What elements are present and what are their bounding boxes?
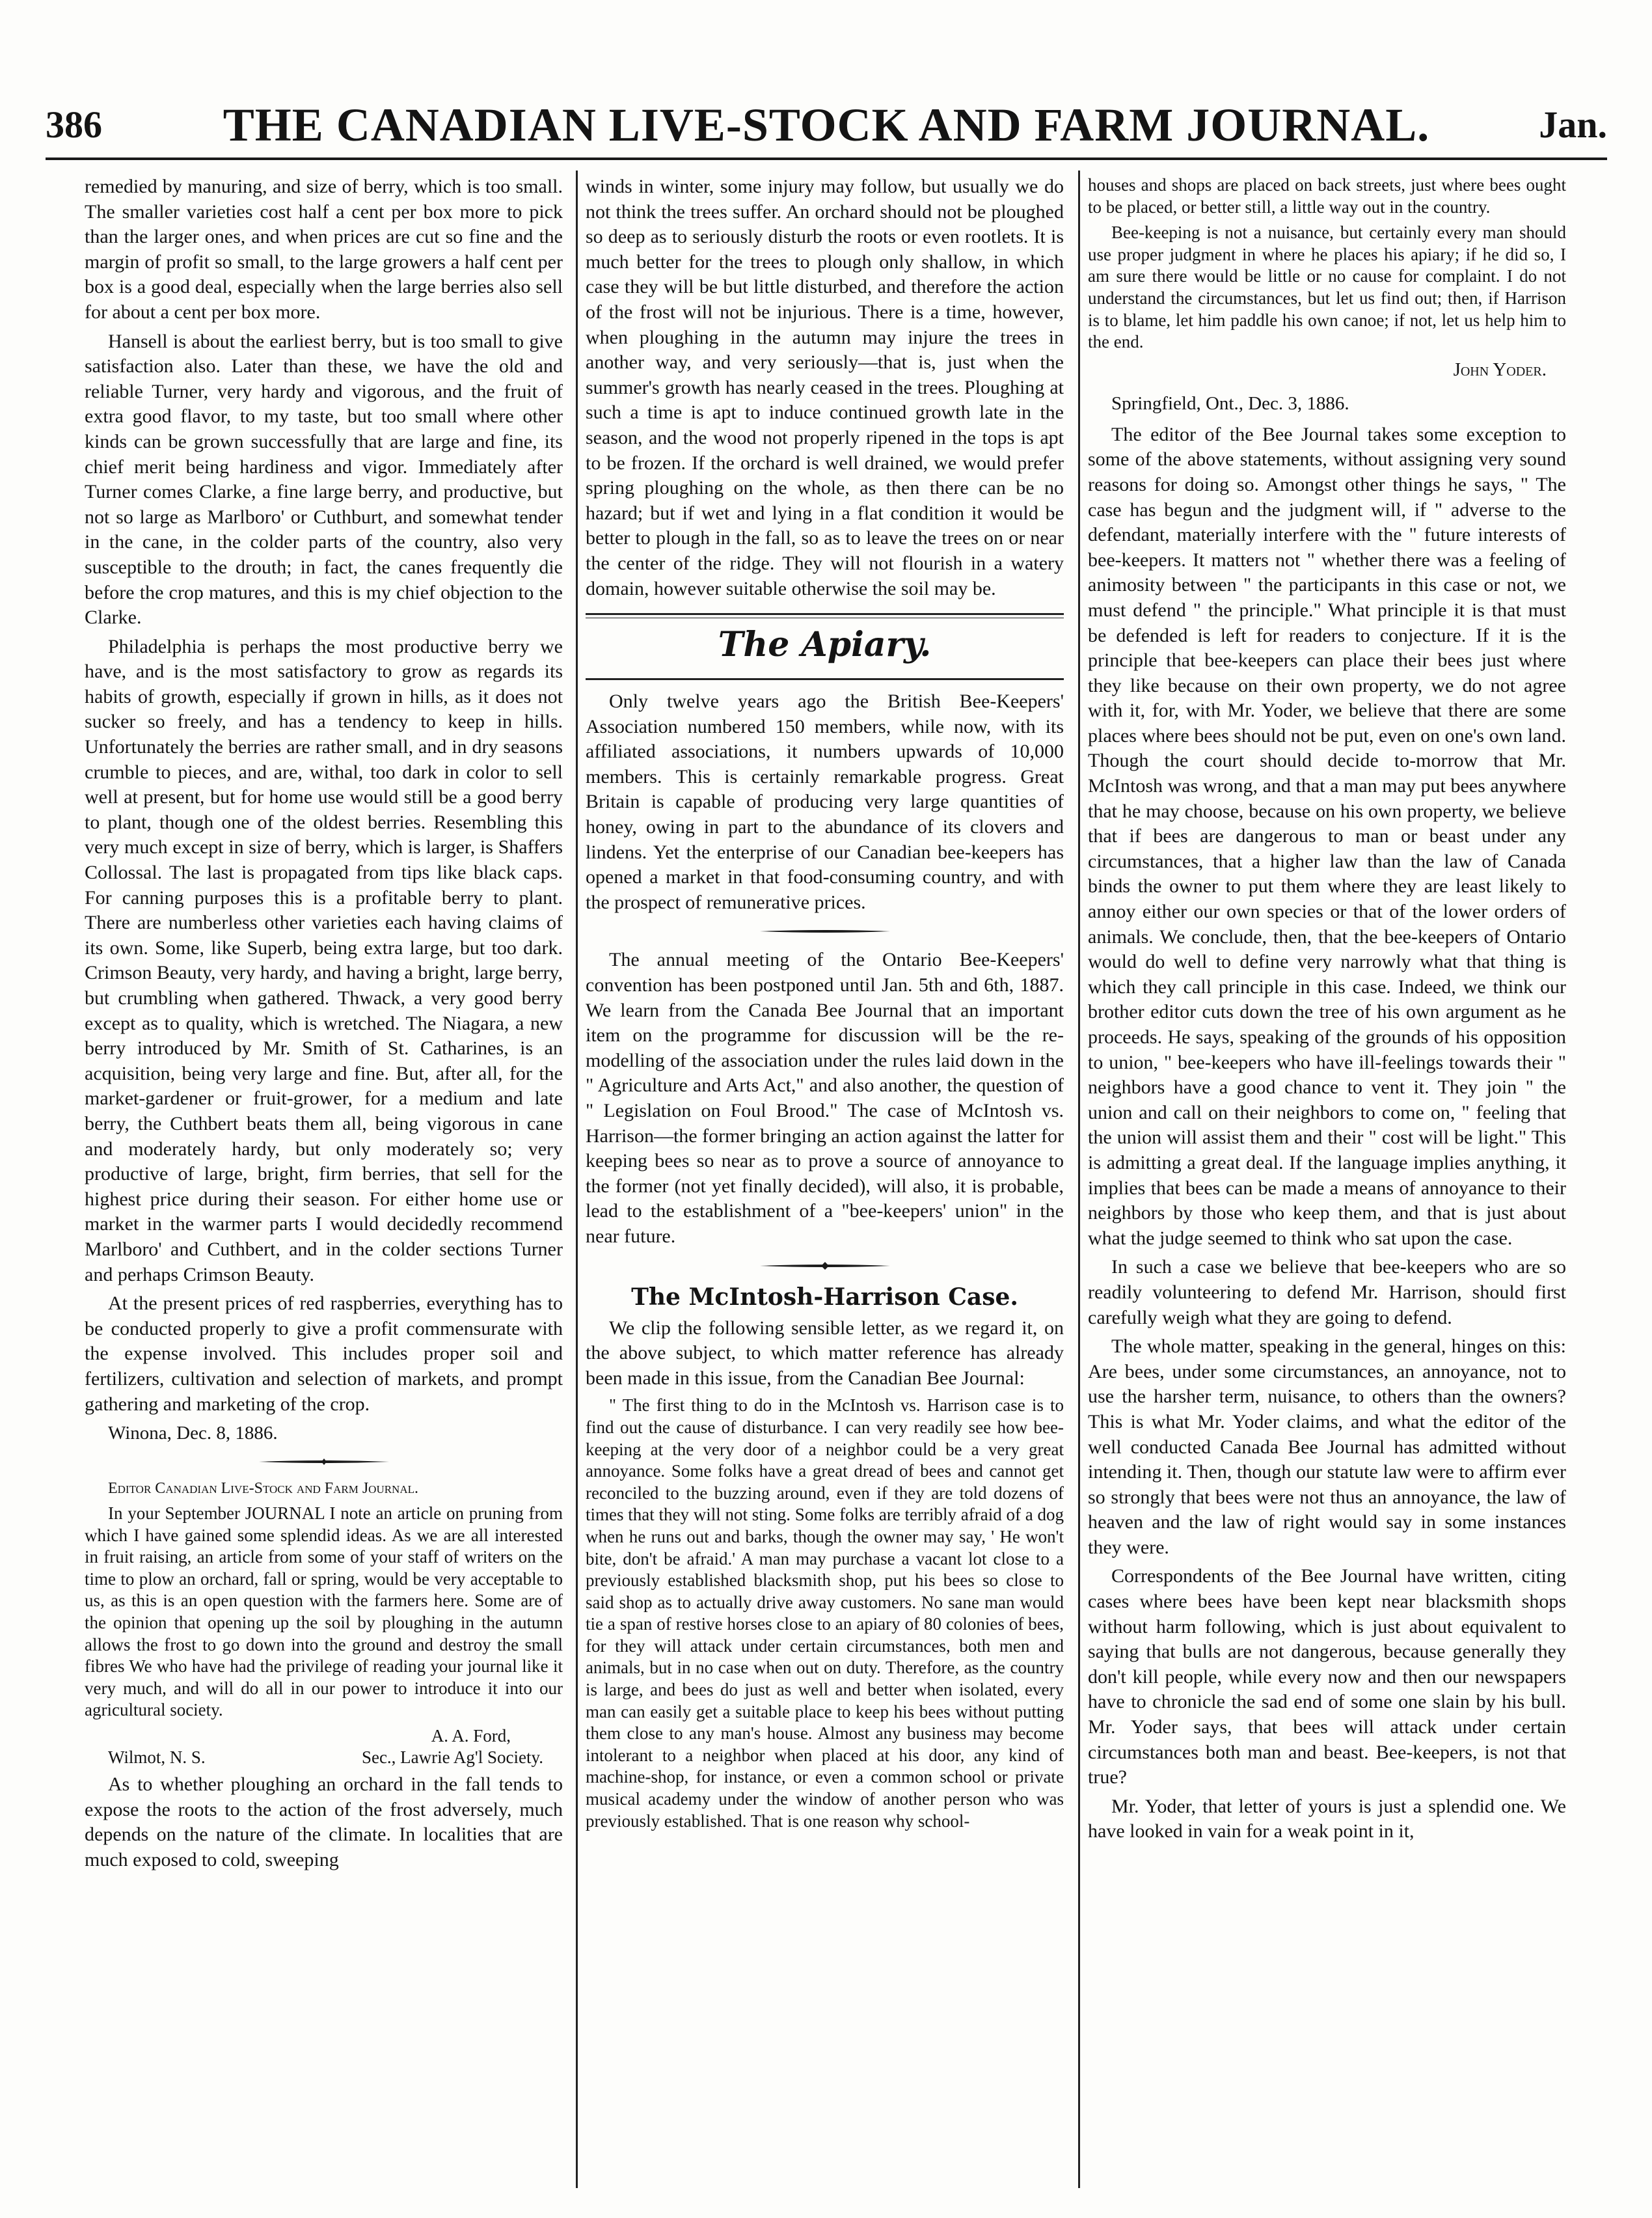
paragraph: We clip the following sensible letter, as we regard it, on the above subject, to which matter reference has already been made in this issue, from the Canadian Bee Journal: (586, 1317, 1064, 1389)
author-title: Sec., Lawrie Ag'l Society. (361, 1747, 543, 1768)
letter-author: A. A. Ford, (431, 1726, 511, 1746)
quoted-letter: " The first thing to do in the McIntosh vs. Harrison case is to find out the cause of disturbance. I can very readily see how bee-keeping at the very door of a neighbor could be a very great annoyance. Some folks have a great dread of bees and cannot get reconciled to the buzzing around, even if they are told dozens of times that they will not sting. Some folks are terribly afraid of a dog when he runs out and barks, though the owner may say, ' He won't bite, don't be afraid.' A man may purchase a vacant lot close to a previously established blacksmith shop, put his bees so close to said shop as to actually drive away customers. No sane man would tie a span of restive horses close to an apiary of 80 colonies of bees, for they will attack under certain circumstances, both men and animals, but in no case when out on duty. Therefore, as the country is large, and bees do just as well and better when isolated, every man can easily get a suitable place to keep his bees without putting them close to any man's house. Almost any business may become intolerant to a neighbor when placed at his door, any kind of machine-shop, for instance, or even a common school or private musical academy under the window of another person who was previously established. That is one reason why school- (586, 1395, 1064, 1831)
paragraph: The editor of the Bee Journal takes some exception to some of the above statements, without assigning very sound reasons for doing so. Amongst other things he says, " The case has begun and the judgment will, if " adverse to the defendant, materially interfere with the " future interests of bee-keepers. It matters not " whether there was a feeling of animosity between " the participants in this case or not, we must defend " the principle." What principle it is that must be defended is left for readers to conjecture. If it is the principle that bee-keepers can place their bees just where they like because on their own property, we do not agree with it, for, with Mr. Yoder, we believe that there are some places where bees should not be put, even on one's own land. Though the court should decide to-morrow that Mr. McIntosh was wrong, and that a man may put bees anywhere that he may choose, because on his own property, we believe that if bees are dangerous to man or beast under any circumstances, that a higher law than the law of Canada binds the owner to put them where they are least likely to annoy either our own species or that of the lower orders of animals. We conclude, then, that the bee-keepers of Ontario would do well to define very narrowly what that thing is which they call principle in this case. Indeed, we think our brother editor cuts down the tree of his own argument as he proceeds. He says, speaking of the grounds of his opposition to union, " bee-keepers who have ill-feelings towards their " neighbors have a good chance to vent it. They join " the union and call on their neighbors to come on, " feeling that the union will assist them and their " cost will be light." This is admitting a great deal. If the language implies anything, it implies that bees can be made a means of annoyance to their neighbors by those who keep them, and that is just about what the judge seemed to think who sat upon the case. (1088, 423, 1566, 1249)
letter-author-details (85, 1747, 563, 1768)
paragraph: As to whether ploughing an orchard in the fall tends to expose the roots to the action of the frost adversely, much depends on the nature of the climate. In localities that are much exposed to cold, sweeping (85, 1773, 563, 1870)
column-divider (1078, 171, 1080, 2188)
section-title: The Apiary. (718, 625, 932, 665)
section-rule (586, 613, 1064, 615)
section-rule (586, 678, 1064, 680)
journal-title: THE CANADIAN LIVE-STOCK AND FARM JOURNAL. (223, 99, 1430, 151)
paragraph: Philadelphia is perhaps the most productive berry we have, and is the most satisfactory to grow as regards its habits of growth, especially if grown in hills, as it does not sucker so freely, and has a tendency to keep in hills. Unfortunately the berries are rather small, and in dry seasons crumble to pieces, and are, withal, too dark in color to sell well at present, but for home use would still be a good berry to plant, though one of the oldest berries. Resembling this very much except in size of berry, which is larger, is Shaffers Collossal. The last is propagated from tips like black caps. For canning purposes this is a profitable berry to plant. There are numberless other varieties each having claims of its own. Some, like Superb, being extra large, but too dark. Crimson Beauty, very hardy, and having a bright, large berry, but crumbling when gathered. Thwack, a very good berry except as to quality, which is wretched. The Niagara, a new berry introduced by Mr. Smith of St. Catharines, is an acquisition, being very large and fine. But, after all, for the market-gardener or fruit-grower, for a medium and late berry, the Cuthbert beats them all, being vigorous in cane and moderately hardy, but only moderately so; very productive of large, bright, firm berries, that sell for the highest price during their season. For either home use or market in the warmer parts I would decidedly recommend Marlboro' and Cuthbert, and in the colder sections Turner and perhaps Crimson Beauty. (85, 635, 563, 1285)
column-divider (576, 171, 578, 2188)
paragraph: The annual meeting of the Ontario Bee-Keepers' convention has been postponed until Jan. 5th and 6th, 1887. We learn from the Canada Bee Journal that an important item on the programme for discussion will be the re-modelling of the association under the rules laid down in the " Agriculture and Arts Act," and also another, the question of " Legislation on Foul Brood." The case of McIntosh vs. Harrison—the former bringing an action against the latter for keeping bees so near as to prove a source of annoyance to the former (not yet finally decided), will also, it is probable, lead to the establishment of a "bee-keepers' union" in the near future. (586, 949, 1064, 1247)
column-2 (586, 174, 1064, 2192)
article-title: The McIntosh-Harrison Case. (631, 1283, 1018, 1311)
dateline: Winona, Dec. 8, 1886. (108, 1423, 278, 1444)
issue-month: Jan. (1539, 103, 1607, 146)
letter-salutation: Editor Canadian Live-Stock and Farm Journal. (108, 1480, 418, 1498)
page-header (46, 99, 1607, 151)
dateline: Springfield, Ont., Dec. 3, 1886. (1111, 392, 1349, 414)
page-number: 386 (46, 103, 102, 146)
paragraph: winds in winter, some injury may follow, but usually we do not think the trees suffer. An orchard should not be ploughed so deep as to seriously disturb the roots or even rootlets. It is much better for the trees to plough only shallow, in which case they will be but little disturbed, and therefore the action of the frost will not be injurious. There is a time, however, when ploughing in the autumn may injure the trees in another way, and very seriously—that is, just when the summer's growth has nearly ceased in the trees. Ploughing at such a time is apt to induce continued growth late in the season, and the wood not properly ripened in the tops is apt to be frozen. If the orchard is well drained, we would prefer spring ploughing on the whole, as then there can be no hazard; but if wet and lying in a flat condition it would be better to plough in the fall, so as to leave the trees on or near the center of the ridge. They will not flourish in a watery domain, however suitable otherwise the soil may be. (586, 176, 1064, 599)
paragraph: Mr. Yoder, that letter of yours is just a splendid one. We have looked in vain for a weak point in it, (1088, 1795, 1566, 1842)
paragraph: At the present prices of red raspberries, everything has to be conducted properly to give a profit commensurate with the expense involved. This includes proper soil and fertilizers, cultivation and selection of markets, and prompt gathering and marketing of the crop. (85, 1293, 563, 1415)
ornamental-divider (259, 1457, 389, 1466)
paragraph: In such a case we believe that bee-keepers who are so readily volunteering to defend Mr. Harrison, should first carefully weigh what they are going to defend. (1088, 1256, 1566, 1328)
letter-signature: John Yoder. (1453, 359, 1547, 380)
paragraph: Hansell is about the earliest berry, but is too small to give satisfaction also. Later than these, we have the old and reliable Turner, very hardy and vigorous, and the fruit of extra good flavor, to my taste, but too small where other kinds can be grown successfully that are large and fine, its chief merit being hardiness and vigor. Immediately after Turner comes Clarke, a fine large berry, and productive, but not so large as Marlboro' or Cuthburt, and somewhat tender in the cane, in the colder parts of the country, also very susceptible to the drouth; in fact, the canes frequently die before the crop matures, and this is my chief objection to the Clarke. (85, 330, 563, 629)
quoted-letter: houses and shops are placed on back streets, just where bees ought to be placed, or better still, a little way out in the country. (1088, 175, 1566, 217)
quoted-letter: Bee-keeping is not a nuisance, but certainly every man should use proper judgment in where he places his apiary; if he did so, I am sure there would be little or no cause for complaint. I do not understand the circumstances, but let us find out; then, if Harrison is to blame, let him paddle his own canoe; if not, let us help him to the end. (1088, 223, 1566, 352)
paragraph: remedied by manuring, and size of berry, which is too small. The smaller varieties cost half a cent per box more to pick than the larger ones, and when prices are cut so fine and the margin of profit so small, to the large growers a half cent per box is a good deal, especially when the large berries also sell for about a cent per box more. (85, 176, 563, 323)
header-rule (46, 157, 1607, 160)
ornamental-divider (760, 927, 890, 936)
paragraph: Only twelve years ago the British Bee-Keepers' Association numbered 150 members, while now, with its affiliated associations, it numbers upwards of 10,000 members. This is certainly remarkable progress. Great Britain is capable of producing very large quantities of honey, owing in part to the abundance of its clovers and lindens. Yet the enterprise of our Canadian bee-keepers has opened a market in that food-consuming country, and with the prospect of remunerative prices. (586, 691, 1064, 913)
ornamental-divider (760, 1261, 890, 1270)
column-1 (85, 174, 563, 2192)
paragraph: The whole matter, speaking in the general, hinges on this: Are bees, under some circumstances, an annoyance, not to use the harsher term, nuisance, to others than the owners? This is what Mr. Yoder claims, and what the editor of the well conducted Canada Bee Journal has admitted without intending it. Then, though our statute law were to affirm ever so strongly that bees were not thus an annoyance, the law of heaven and the law of right would say in some instances they were. (1088, 1335, 1566, 1558)
letter-body: In your September JOURNAL I note an article on pruning from which I have gained some splendid ideas. As we are all interested in fruit raising, an article from some of your staff of writers on the time to plow an orchard, fall or spring, would be very acceptable to us, as this is an open question with the farmers here. Some are of the opinion that opening up the soil by ploughing in the autumn allows the frost to go down into the ground and destroy the small fibres We who have had the privilege of reading your journal like it very much, and will do all in our power to introduce it into our agricultural society. (85, 1503, 563, 1720)
author-location: Wilmot, N. S. (108, 1747, 206, 1768)
paragraph: Correspondents of the Bee Journal have written, citing cases where bees have been kept near blacksmith shops without harm following, which is just about equivalent to saying that bulls are not dangerous, because generally they don't kill people, while every now and then our newspapers have to chronicle the sad end of some one slain by his bull. Mr. Yoder says, that bees will attack under certain circumstances both man and beast. Bee-keepers, is not that true? (1088, 1565, 1566, 1788)
column-3 (1088, 174, 1566, 2192)
